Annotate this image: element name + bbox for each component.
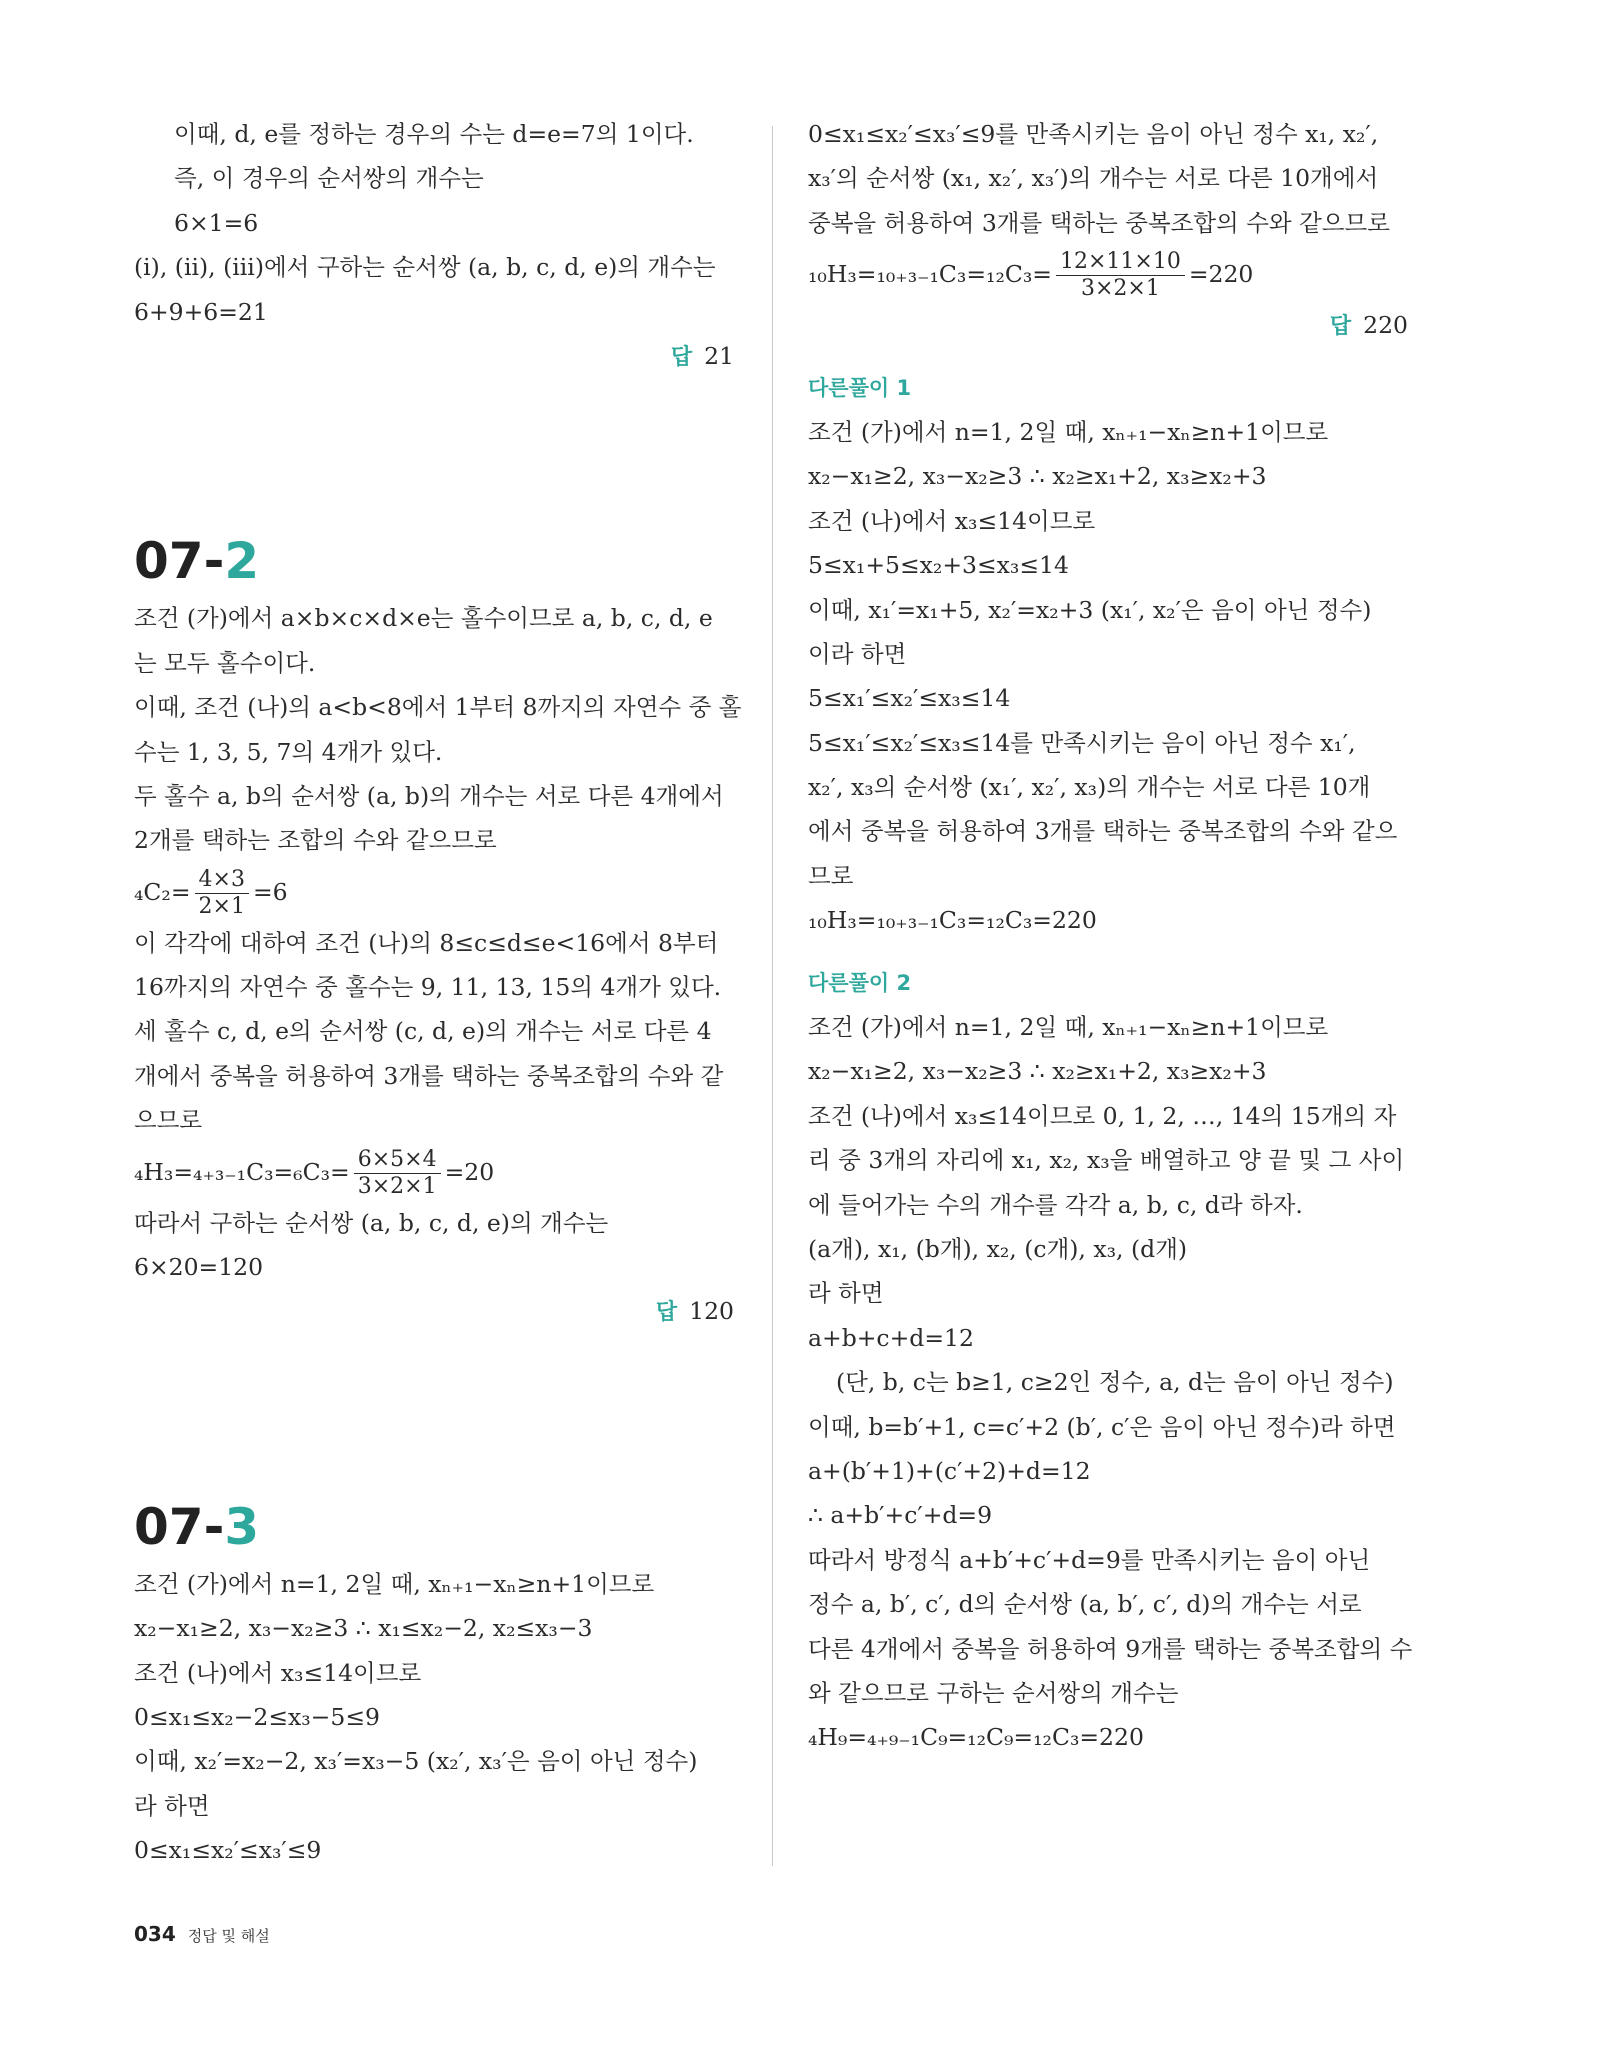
text-line: 와 같으므로 구하는 순서쌍의 개수는 (808, 1678, 1179, 1707)
formula: ₄C₂= $\frac{4\times 3}{2\times 1}$ =6 (134, 866, 288, 919)
answer-value: 120 (689, 1297, 734, 1326)
text-line: 에서 중복을 허용하여 3개를 택하는 중복조합의 수와 같으 (808, 817, 1398, 846)
formula: ₁₀H₃=₁₀₊₃₋₁C₃=₁₂C₃= $\frac{12\times 11\times 10}{3\times 2\times 1}$ =220 (808, 249, 1254, 302)
text-line: 조건 (가)에서 n=1, 2일 때, xₙ₊₁−xₙ≥n+1이므로 (808, 1013, 1329, 1042)
text-line: 에 들어가는 수의 개수를 각각 a, b, c, d라 하자. (808, 1190, 1303, 1219)
text-line: 조건 (나)에서 x₃≤14이므로 0, 1, 2, …, 14의 15개의 자 (808, 1101, 1397, 1130)
text-line: 세 홀수 c, d, e의 순서쌍 (c, d, e)의 개수는 서로 다른 4 (134, 1017, 712, 1046)
text-line: 이때, x₂′=x₂−2, x₃′=x₃−5 (x₂′, x₃′은 음이 아닌 정수) (134, 1747, 698, 1776)
text-line: 0≤x₁≤x₂−2≤x₃−5≤9 (134, 1702, 380, 1731)
text-line: a+b+c+d=12 (808, 1323, 974, 1352)
text-line: 5≤x₁+5≤x₂+3≤x₃≤14 (808, 551, 1069, 580)
text-line: 조건 (나)에서 x₃≤14이므로 (134, 1658, 422, 1687)
fraction: $\frac{4\times 3}{2\times 1}$ (195, 867, 249, 920)
text-line: 조건 (가)에서 n=1, 2일 때, xₙ₊₁−xₙ≥n+1이므로 (134, 1569, 655, 1598)
answer-line (808, 303, 1408, 347)
answer-value: 21 (704, 341, 734, 370)
text-line: x₂−x₁≥2, x₃−x₂≥3 ∴ x₂≥x₁+2, x₃≥x₂+3 (808, 1057, 1267, 1086)
answer-line (134, 1289, 734, 1333)
answer-mark: 답 (655, 1300, 678, 1326)
alt-solution-title: 다른풀이 1 (808, 375, 912, 400)
fraction: $\frac{6\times 5\times 4}{3\times 2\times 1}$ (354, 1147, 441, 1200)
text-line: x₂−x₁≥2, x₃−x₂≥3 ∴ x₂≥x₁+2, x₃≥x₂+3 (808, 462, 1267, 491)
answer-mark: 답 (1329, 314, 1352, 340)
text-line: 이때, b=b′+1, c=c′+2 (b′, c′은 음이 아닌 정수)라 하면 (808, 1412, 1396, 1441)
fraction: $\frac{12\times 11\times 10}{3\times 2\times 1}$ (1056, 249, 1185, 302)
text-line: 다른 4개에서 중복을 허용하여 9개를 택하는 중복조합의 수 (808, 1634, 1413, 1663)
text-line: 이때, x₁′=x₁+5, x₂′=x₂+3 (x₁′, x₂′은 음이 아닌 정수) (808, 595, 1372, 624)
text-line: 이라 하면 (808, 639, 907, 668)
text-line: 조건 (나)에서 x₃≤14이므로 (808, 506, 1096, 535)
text-line: 이때, 조건 (나)의 a<b<8에서 1부터 8까지의 자연수 중 홀 (134, 693, 742, 722)
text-line: 라 하면 (134, 1791, 210, 1820)
text-line: 16까지의 자연수 중 홀수는 9, 11, 13, 15의 4개가 있다. (134, 973, 722, 1002)
text-line: (단, b, c는 b≥1, c≥2인 정수, a, d는 음이 아닌 정수) (836, 1368, 1394, 1397)
footer-title: 정답 및 해설 (187, 1927, 270, 1945)
text-line: ₄H₉=₄₊₉₋₁C₉=₁₂C₉=₁₂C₃=220 (808, 1723, 1144, 1752)
text-line: 따라서 방정식 a+b′+c′+d=9를 만족시키는 음이 아닌 (808, 1545, 1371, 1574)
text-line: 개에서 중복을 허용하여 3개를 택하는 중복조합의 수와 같 (134, 1061, 724, 1090)
text-line: 이때, d, e를 정하는 경우의 수는 d=e=7의 1이다. (174, 120, 694, 148)
column-divider (772, 126, 773, 1866)
formula: ₄H₃=₄₊₃₋₁C₃=₆C₃= $\frac{6\times 5\times 4}{3\times 2\times 1}$ =20 (134, 1146, 495, 1199)
text-line: 따라서 구하는 순서쌍 (a, b, c, d, e)의 개수는 (134, 1208, 609, 1237)
text-line: 6+9+6=21 (134, 297, 268, 326)
text-line: 0≤x₁≤x₂′≤x₃′≤9 (134, 1836, 322, 1865)
text-line: 6×1=6 (174, 208, 259, 237)
text-line: (i), (ii), (iii)에서 구하는 순서쌍 (a, b, c, d, e)의 개수는 (134, 253, 716, 282)
text-line: 라 하면 (808, 1279, 884, 1308)
problem-number: 07-3 (134, 1497, 260, 1556)
text-line: 수는 1, 3, 5, 7의 4개가 있다. (134, 737, 443, 766)
left-column (134, 112, 742, 1873)
text-line: 이 각각에 대하여 조건 (나)의 8≤c≤d≤e<16에서 8부터 (134, 928, 719, 957)
text-line: ∴ a+b′+c′+d=9 (808, 1501, 993, 1530)
right-column (808, 112, 1413, 1760)
text-line: x₂′, x₃의 순서쌍 (x₁′, x₂′, x₃)의 개수는 서로 다른 10개 (808, 773, 1371, 802)
text-line: x₃′의 순서쌍 (x₁, x₂′, x₃′)의 개수는 서로 다른 10개에서 (808, 164, 1379, 193)
text-line: 5≤x₁′≤x₂′≤x₃≤14 (808, 684, 1011, 713)
page-number: 034 (134, 1922, 176, 1946)
text-line: 조건 (가)에서 n=1, 2일 때, xₙ₊₁−xₙ≥n+1이므로 (808, 417, 1329, 446)
text-line: 리 중 3개의 자리에 x₁, x₂, x₃을 배열하고 양 끝 및 그 사이 (808, 1146, 1405, 1175)
text-line: x₂−x₁≥2, x₃−x₂≥3 ∴ x₁≤x₂−2, x₂≤x₃−3 (134, 1614, 593, 1643)
answer-mark: 답 (670, 344, 693, 370)
text-line: 므로 (808, 861, 854, 890)
text-line: 조건 (가)에서 a×b×c×d×e는 홀수이므로 a, b, c, d, e (134, 604, 713, 633)
text-line: ₁₀H₃=₁₀₊₃₋₁C₃=₁₂C₃=220 (808, 906, 1097, 935)
text-line: 5≤x₁′≤x₂′≤x₃≤14를 만족시키는 음이 아닌 정수 x₁′, (808, 728, 1356, 757)
text-line: 두 홀수 a, b의 순서쌍 (a, b)의 개수는 서로 다른 4개에서 (134, 781, 724, 810)
text-line: 는 모두 홀수이다. (134, 648, 316, 677)
text-line: 6×20=120 (134, 1253, 264, 1282)
text-line: 즉, 이 경우의 순서쌍의 개수는 (174, 164, 484, 193)
answer-line (134, 334, 734, 378)
text-line: 중복을 허용하여 3개를 택하는 중복조합의 수와 같으므로 (808, 208, 1390, 237)
problem-number: 07-2 (134, 532, 260, 591)
text-line: 0≤x₁≤x₂′≤x₃′≤9를 만족시키는 음이 아닌 정수 x₁, x₂′, (808, 120, 1379, 148)
answer-value: 220 (1363, 311, 1408, 340)
text-line: (a개), x₁, (b개), x₂, (c개), x₃, (d개) (808, 1234, 1188, 1263)
text-line: 으므로 (134, 1106, 203, 1135)
text-line: a+(b′+1)+(c′+2)+d=12 (808, 1456, 1091, 1485)
text-line: 2개를 택하는 조합의 수와 같으므로 (134, 826, 497, 855)
alt-solution-title: 다른풀이 2 (808, 970, 912, 995)
text-line: 정수 a, b′, c′, d의 순서쌍 (a, b′, c′, d)의 개수는 서로 (808, 1590, 1362, 1619)
page-footer (134, 1922, 270, 1946)
